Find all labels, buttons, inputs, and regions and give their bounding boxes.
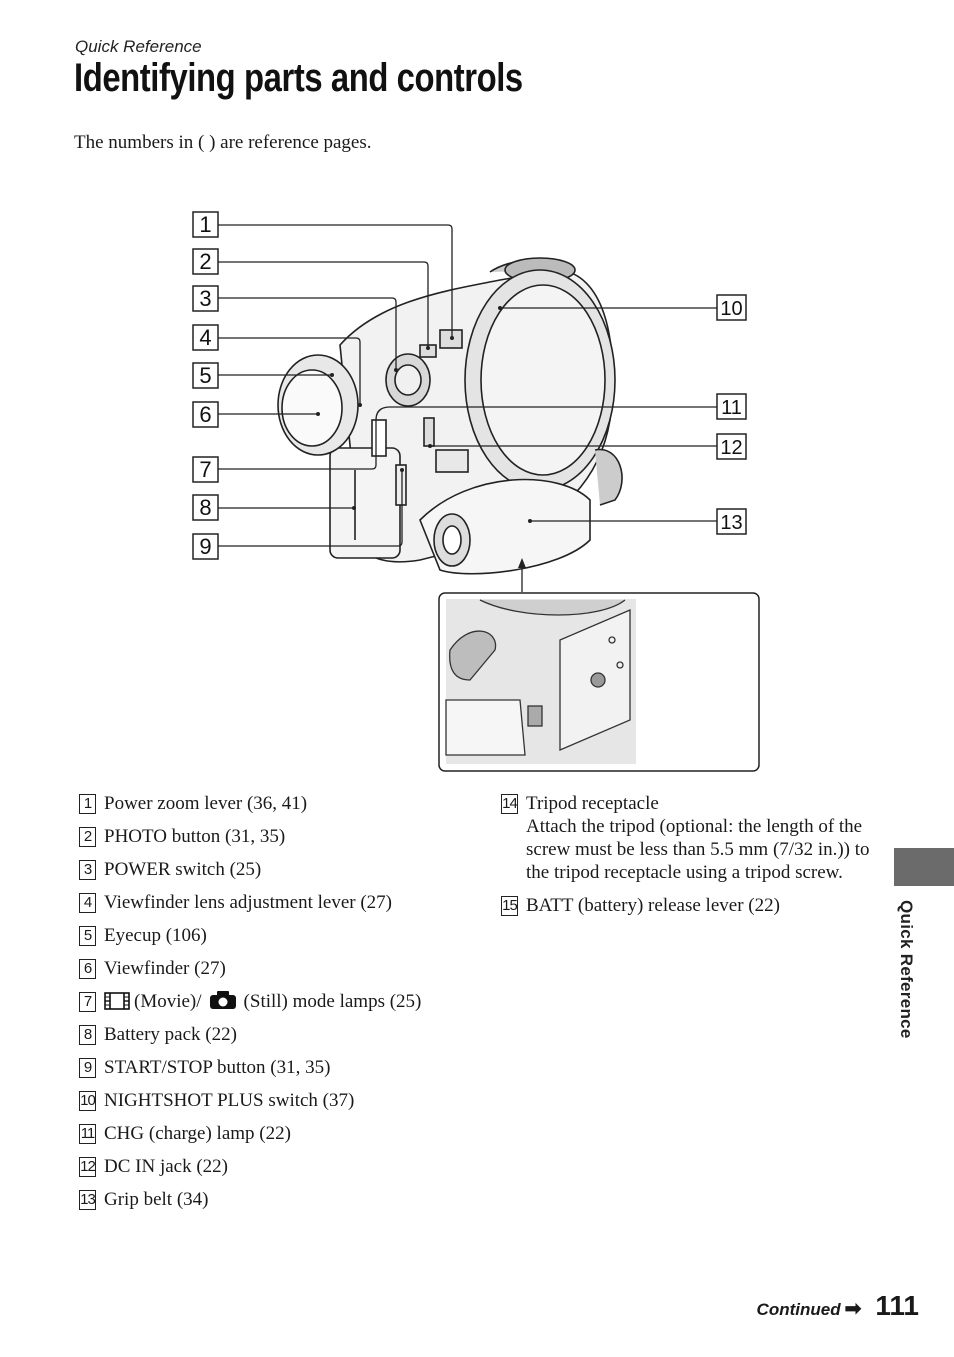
svg-text:11: 11 — [721, 397, 742, 419]
still-label: (Still) mode lamps (25) — [243, 991, 422, 1012]
item-number: 15 — [502, 897, 517, 914]
item-text: POWER switch (25) — [104, 859, 262, 880]
svg-text:3: 3 — [199, 286, 212, 311]
callout-6 — [193, 402, 218, 427]
section-tab — [894, 848, 954, 886]
svg-text:9: 9 — [199, 534, 212, 559]
item-text: DC IN jack (22) — [104, 1156, 228, 1177]
item-detail: Attach the tripod (optional: the length of the screw must be less than 5.5 mm (7/32 in.)) to the tripod receptacle using a tripod screw. — [526, 816, 870, 883]
legend-item — [79, 1155, 459, 1178]
legend-item — [79, 825, 459, 848]
item-text: Grip belt (34) — [104, 1189, 209, 1210]
callout-13 — [717, 509, 746, 534]
svg-text:8: 8 — [199, 495, 212, 520]
item-text: Battery pack (22) — [104, 1024, 237, 1045]
svg-text:7: 7 — [199, 457, 212, 482]
item-text: Eyecup (106) — [104, 925, 207, 946]
svg-text:5: 5 — [199, 363, 212, 388]
callout-2 — [193, 249, 218, 274]
item-text: START/STOP button (31, 35) — [104, 1057, 331, 1078]
callout-10 — [717, 295, 746, 320]
legend-item — [79, 1023, 459, 1046]
item-number: 12 — [80, 1158, 95, 1175]
legend-item — [501, 792, 871, 884]
legend-item — [79, 957, 459, 980]
item-number: 9 — [79, 1058, 96, 1078]
item-number: 14 — [502, 795, 517, 812]
legend-item — [79, 891, 459, 914]
item-text: Viewfinder (27) — [104, 958, 226, 979]
svg-text:2: 2 — [199, 249, 212, 274]
intro-text: The numbers in ( ) are reference pages. — [74, 132, 372, 153]
movie-label: (Movie)/ — [134, 991, 202, 1012]
camera-icon — [208, 990, 238, 1010]
legend-item — [79, 924, 459, 947]
callout-11 — [717, 394, 746, 419]
callout-12 — [717, 434, 746, 459]
callout-3 — [193, 286, 218, 311]
callout-7 — [193, 457, 218, 482]
section-label: Quick Reference — [75, 37, 202, 56]
camcorder-illustration — [278, 258, 622, 574]
legend-item — [79, 1089, 459, 1112]
legend-item — [79, 792, 459, 815]
svg-text:4: 4 — [199, 325, 212, 350]
item-number: 7 — [79, 992, 96, 1012]
callout-5 — [193, 363, 218, 388]
item-text: Power zoom lever (36, 41) — [104, 793, 308, 814]
item-number: 3 — [79, 860, 96, 880]
callout-9 — [193, 534, 218, 559]
continued-label: Continued — [756, 1300, 841, 1319]
movie-icon — [104, 992, 130, 1010]
item-number: 13 — [80, 1191, 95, 1208]
item-text: NIGHTSHOT PLUS switch (37) — [104, 1090, 355, 1111]
legend-item — [79, 1122, 459, 1145]
item-number: 2 — [79, 827, 96, 847]
page-number: 111 — [875, 1290, 919, 1321]
item-number: 4 — [79, 893, 96, 913]
legend-item — [501, 894, 871, 917]
legend-item — [79, 1056, 459, 1079]
legend-item — [79, 858, 459, 881]
bottom-view-inset — [439, 593, 759, 771]
svg-text:1: 1 — [199, 212, 212, 237]
callout-8 — [193, 495, 218, 520]
callout-4 — [193, 325, 218, 350]
arrow-right-icon: ➡ — [844, 1298, 862, 1320]
item-text: CHG (charge) lamp (22) — [104, 1123, 291, 1144]
page-title: Identifying parts and controls — [74, 56, 523, 100]
item-text: PHOTO button (31, 35) — [104, 826, 286, 847]
svg-text:13: 13 — [720, 512, 743, 534]
item-number: 10 — [80, 1092, 95, 1109]
item-text: Viewfinder lens adjustment lever (27) — [104, 892, 392, 913]
item-number: 11 — [80, 1125, 95, 1142]
parts-legend-left — [79, 792, 459, 1221]
svg-text:12: 12 — [720, 437, 743, 459]
item-number: 5 — [79, 926, 96, 946]
svg-text:6: 6 — [199, 402, 212, 427]
section-side-label: Quick Reference — [897, 900, 916, 1039]
item-text: Tripod receptacle — [526, 793, 659, 814]
item-number: 6 — [79, 959, 96, 979]
legend-item — [79, 990, 459, 1013]
parts-legend-right — [501, 792, 871, 927]
svg-text:10: 10 — [720, 298, 743, 320]
item-text — [104, 990, 459, 1013]
item-number: 8 — [79, 1025, 96, 1045]
page-footer — [757, 1290, 919, 1322]
legend-item — [79, 1188, 459, 1211]
item-number: 1 — [79, 794, 96, 814]
callout-1 — [193, 212, 218, 237]
item-text: BATT (battery) release lever (22) — [526, 895, 780, 916]
